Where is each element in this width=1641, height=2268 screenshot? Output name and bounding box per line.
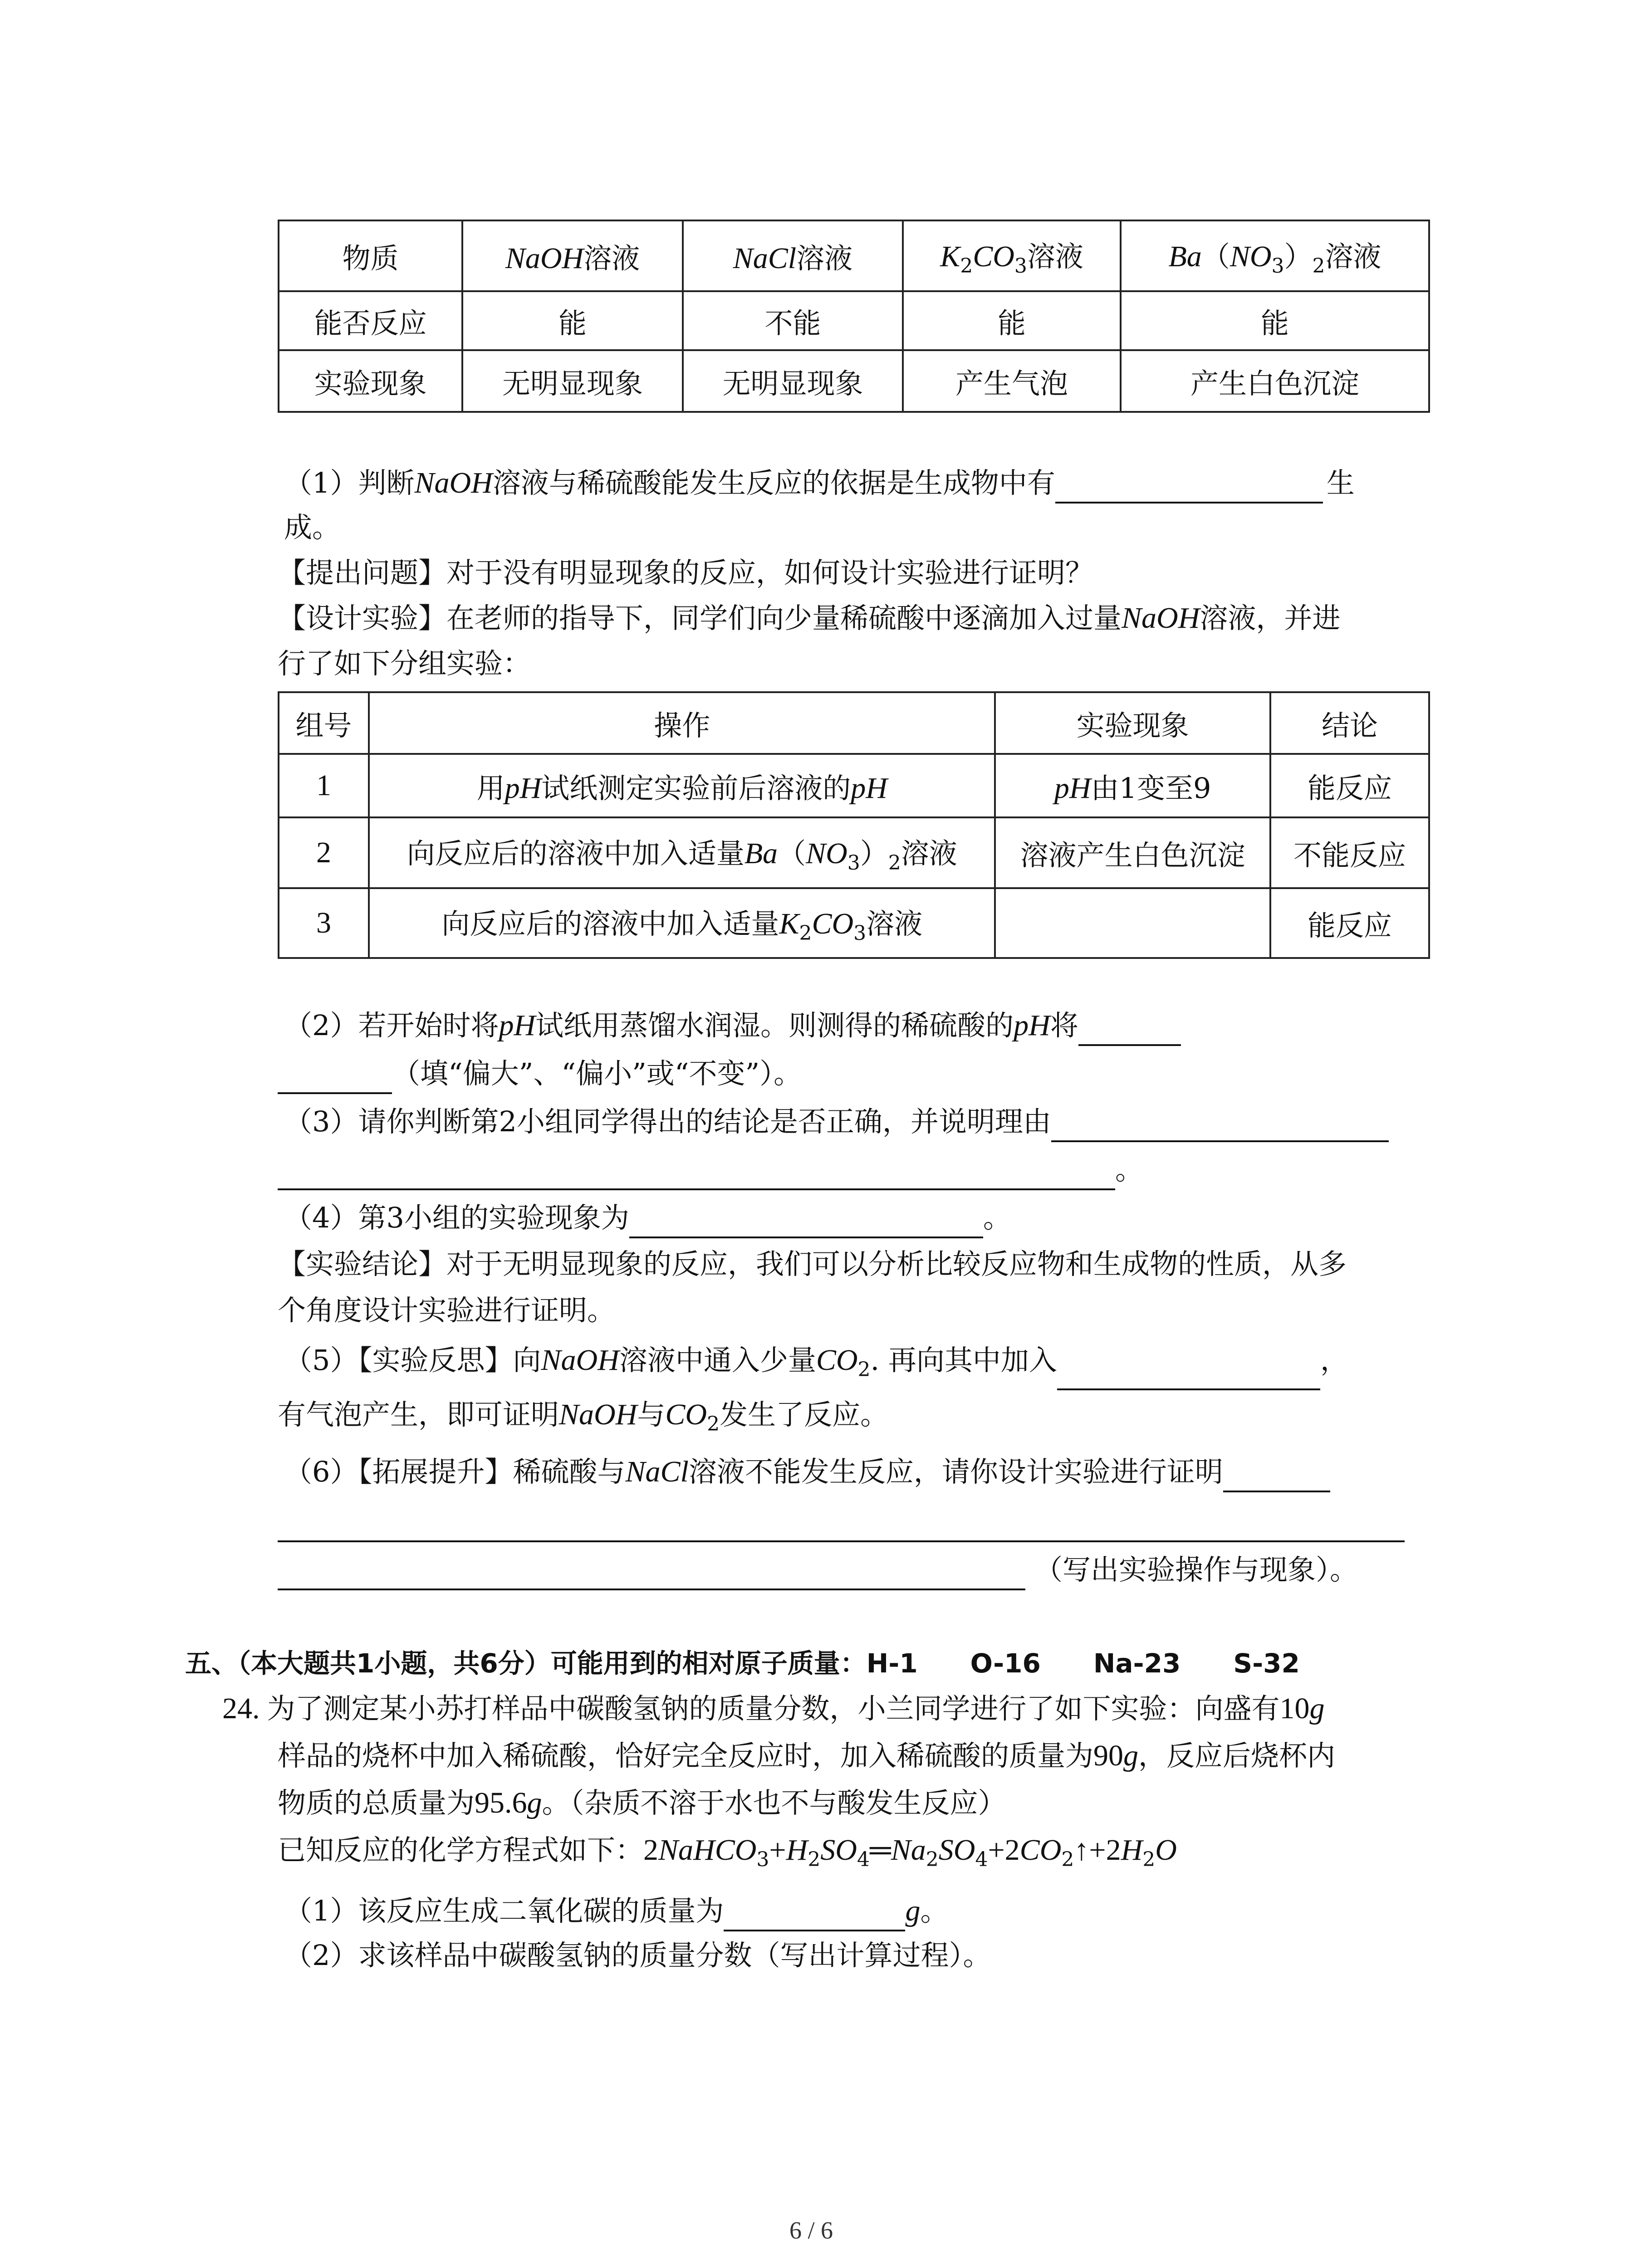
table-cell: 产生白色沉淀 bbox=[1121, 350, 1429, 412]
answer-cell[interactable] bbox=[995, 888, 1270, 958]
question-1: （1）判断NaOH溶液与稀硫酸能发生反应的依据是生成物中有 生 bbox=[284, 463, 1355, 503]
question-6-line3: （写出实验操作与现象）。 bbox=[278, 1549, 1358, 1590]
table-cell: 物质 bbox=[279, 220, 462, 291]
table-header: 操作 bbox=[369, 692, 995, 754]
experiment-conclusion: 【实验结论】对于无明显现象的反应，我们可以分析比较反应物和生成物的性质，从多 bbox=[278, 1247, 1347, 1281]
answer-blank[interactable] bbox=[1078, 1012, 1181, 1046]
table-cell: 能 bbox=[903, 291, 1121, 350]
table-header: 实验现象 bbox=[995, 692, 1270, 754]
table-cell: 能 bbox=[462, 291, 683, 350]
question-4: （4）第3小组的实验现象为 。 bbox=[284, 1198, 1011, 1238]
table-row bbox=[279, 754, 1429, 817]
answer-blank[interactable] bbox=[278, 1061, 392, 1094]
answer-blank[interactable] bbox=[629, 1205, 983, 1238]
table-cell: 不能 bbox=[683, 291, 903, 350]
question-3: （3）请你判断第2小组同学得出的结论是否正确，并说明理由 bbox=[284, 1101, 1389, 1142]
answer-blank[interactable] bbox=[1051, 1109, 1389, 1142]
question-1-line2: 成。 bbox=[284, 511, 341, 544]
table-header: 组号 bbox=[279, 692, 369, 754]
question-5: （5）【实验反思】向NaOH溶液中通入少量$CO_2$. 再向其中加入 ， bbox=[284, 1340, 1348, 1390]
table-cell: $K_2CO_3$溶液 bbox=[903, 220, 1121, 291]
question-24: 24. 为了测定某小苏打样品中碳酸氢钠的质量分数，小兰同学进行了如下实验：向盛有10g bbox=[222, 1692, 1325, 1725]
question-2-line2: （填“偏大”、“偏小”或“不变”）。 bbox=[278, 1053, 802, 1094]
design-experiment-line2: 行了如下分组实验： bbox=[278, 647, 531, 680]
question-2: （2）若开始时将pH试纸用蒸馏水润湿。则测得的稀硫酸的pH将 bbox=[284, 1005, 1181, 1046]
table-cell: NaCl溶液 bbox=[683, 220, 903, 291]
question-6: （6）【拓展提升】稀硫酸与NaCl溶液不能发生反应，请你设计实验进行证明 bbox=[284, 1452, 1330, 1492]
table-cell: 不能反应 bbox=[1270, 817, 1429, 888]
question-24-line3: 物质的总质量为95.6g。（杂质不溶于水也不与酸发生反应） bbox=[278, 1786, 1006, 1819]
table-cell: 无明显现象 bbox=[683, 350, 903, 412]
table-cell: 溶液产生白色沉淀 bbox=[995, 817, 1270, 888]
group-experiment-table bbox=[278, 691, 1430, 959]
answer-blank[interactable] bbox=[1223, 1459, 1330, 1492]
answer-blank[interactable] bbox=[724, 1898, 905, 1931]
answer-line[interactable] bbox=[278, 1540, 1405, 1542]
answer-blank[interactable] bbox=[278, 1157, 1115, 1190]
question-3-line2: 。 bbox=[278, 1149, 1143, 1190]
table-cell: 1 bbox=[279, 754, 369, 817]
page-number: 6 / 6 bbox=[789, 2217, 833, 2244]
table-cell: 能反应 bbox=[1270, 888, 1429, 958]
table-cell: 向反应后的溶液中加入适量$Ba(NO_3)_2$溶液 bbox=[369, 817, 995, 888]
question-24-sub1: （1）该反应生成二氧化碳的质量为 g。 bbox=[284, 1891, 948, 1931]
table-cell: 用pH试纸测定实验前后溶液的pH bbox=[369, 754, 995, 817]
question-5-line2: 有气泡产生，即可证明NaOH与$CO_2$发生了反应。 bbox=[278, 1398, 889, 1436]
answer-blank[interactable] bbox=[1057, 1357, 1320, 1390]
answer-blank[interactable] bbox=[1055, 470, 1323, 503]
reaction-table bbox=[278, 220, 1430, 413]
experiment-conclusion-line2: 个角度设计实验进行证明。 bbox=[278, 1294, 616, 1327]
table-cell: NaOH溶液 bbox=[462, 220, 683, 291]
chemical-equation: 已知反应的化学方程式如下：$2NaHCO_3+H_2SO_4═Na_2SO_4+2CO_2↑+2H_2O$ bbox=[278, 1833, 1177, 1871]
design-experiment: 【设计实验】在老师的指导下，同学们向少量稀硫酸中逐滴加入过量NaOH溶液，并进 bbox=[278, 601, 1341, 635]
table-cell: 能 bbox=[1121, 291, 1429, 350]
table-row bbox=[279, 817, 1429, 888]
table-cell: $Ba(NO_3)_2$溶液 bbox=[1121, 220, 1429, 291]
table-cell: pH由1变至9 bbox=[995, 754, 1270, 817]
table-cell: 无明显现象 bbox=[462, 350, 683, 412]
table-header: 结论 bbox=[1270, 692, 1429, 754]
question-24-line2: 样品的烧杯中加入稀硫酸，恰好完全反应时，加入稀硫酸的质量为90g，反应后烧杯内 bbox=[278, 1739, 1336, 1772]
table-cell: 2 bbox=[279, 817, 369, 888]
table-cell: 3 bbox=[279, 888, 369, 958]
table-cell: 向反应后的溶液中加入适量$K_2CO_3$溶液 bbox=[369, 888, 995, 958]
raise-question: 【提出问题】对于没有明显现象的反应，如何设计实验进行证明？ bbox=[278, 556, 1094, 589]
table-row bbox=[279, 888, 1429, 958]
table-cell: 产生气泡 bbox=[903, 350, 1121, 412]
question-24-sub2: （2）求该样品中碳酸氢钠的质量分数（写出计算过程）。 bbox=[284, 1939, 991, 1972]
table-cell: 能否反应 bbox=[279, 291, 462, 350]
table-cell: 实验现象 bbox=[279, 350, 462, 412]
answer-blank[interactable] bbox=[278, 1557, 1025, 1590]
section-heading: 五、（本大题共1小题，共6分）可能用到的相对原子质量：H-1 O-16 Na-23 S-32 bbox=[185, 1648, 1300, 1679]
table-cell: 能反应 bbox=[1270, 754, 1429, 817]
